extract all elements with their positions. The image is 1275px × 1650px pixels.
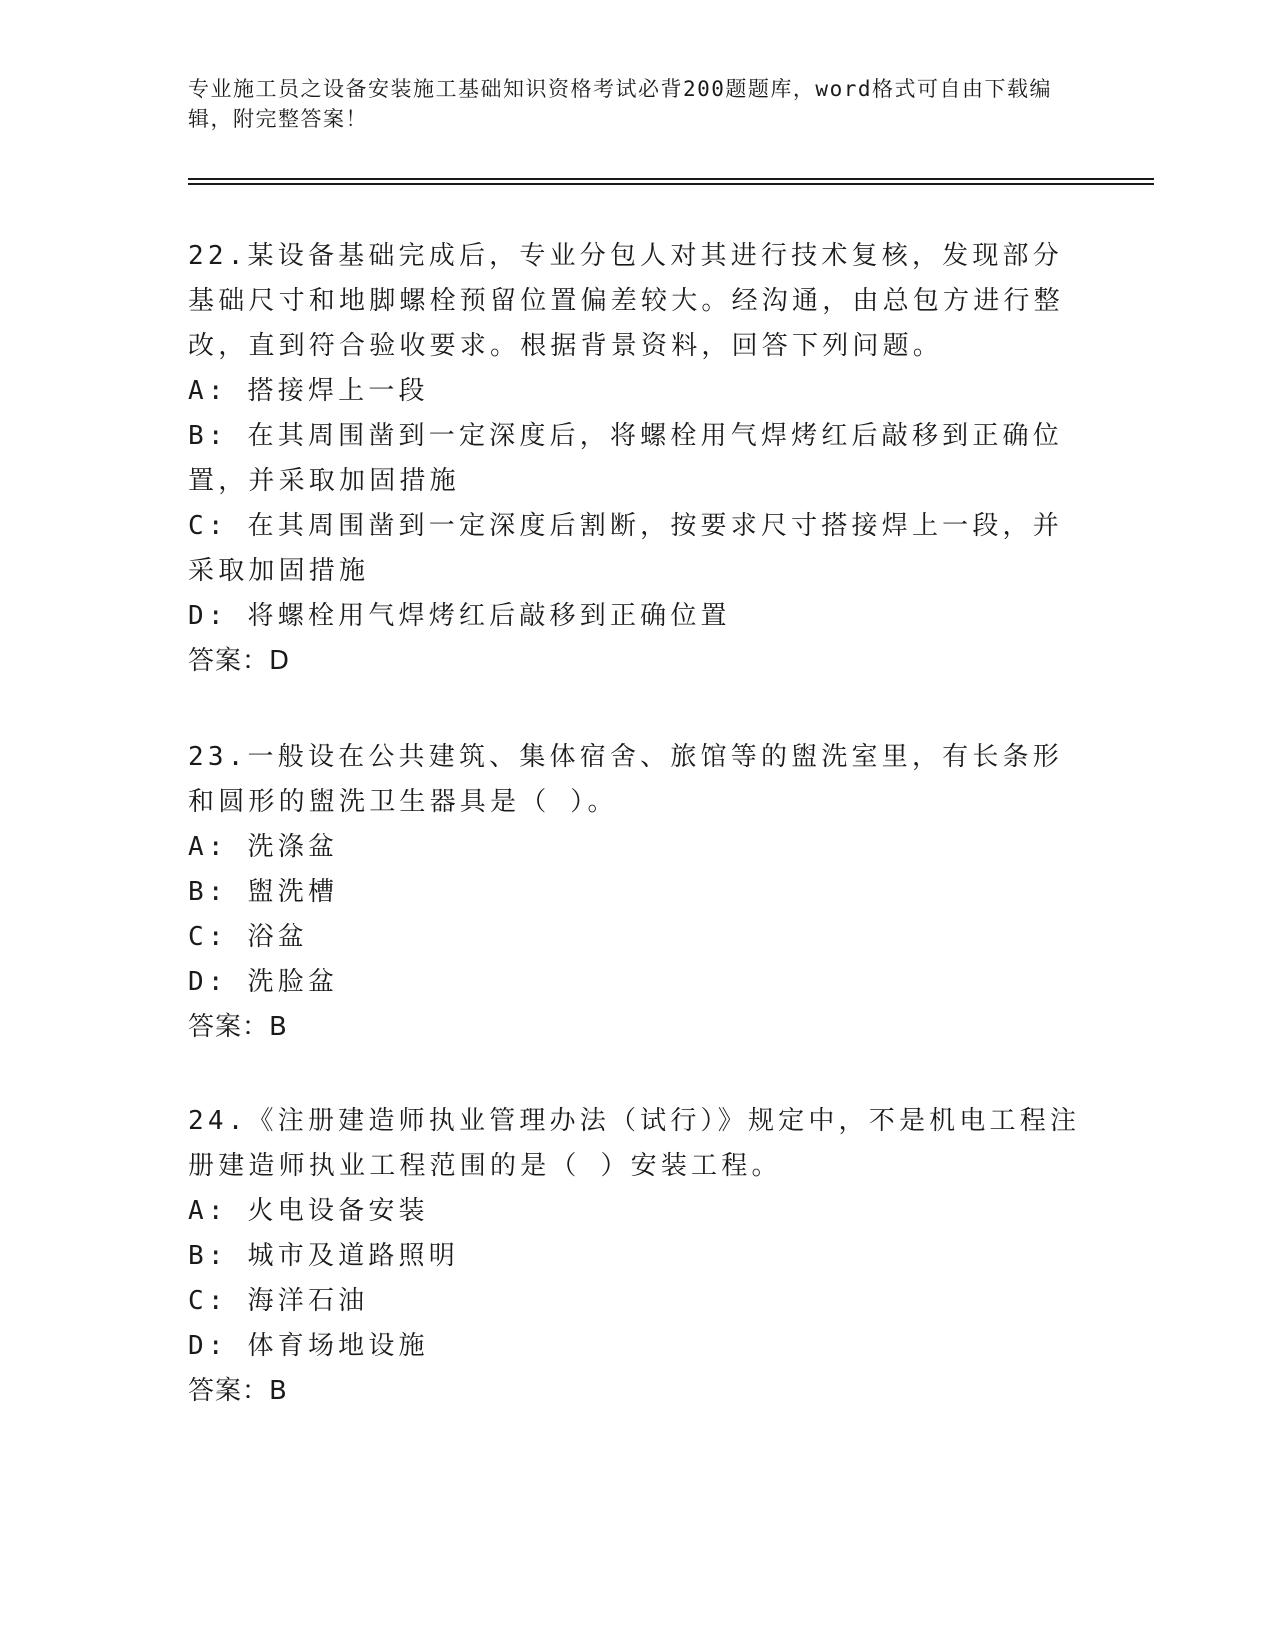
question-22 — [188, 234, 1088, 684]
option-b: B: 城市及道路照明 — [188, 1241, 459, 1271]
option-a: A: 搭接焊上一段 — [188, 376, 429, 406]
question-stem: 22.某设备基础完成后，专业分包人对其进行技术复核，发现部分基础尺寸和地脚螺栓预留位置偏差较大。经沟通，由总包方进行整改，直到符合验收要求。根据背景资料，回答下列问题。 — [188, 241, 1064, 361]
option-d: D: 将螺栓用气焊烤红后敲移到正确位置 — [188, 601, 731, 631]
question-23 — [188, 735, 1088, 1050]
option-c: C: 浴盆 — [188, 922, 308, 952]
answer: 答案：B — [188, 1376, 288, 1406]
question-stem: 24.《注册建造师执业管理办法（试行）》规定中，不是机电工程注册建造师执业工程范围的是（ ）安装工程。 — [188, 1106, 1081, 1181]
question-stem: 23.一般设在公共建筑、集体宿舍、旅馆等的盥洗室里，有长条形和圆形的盥洗卫生器具是（ ）。 — [188, 742, 1063, 817]
option-a: A: 火电设备安装 — [188, 1196, 429, 1226]
option-b: B: 在其周围凿到一定深度后，将螺栓用气焊烤红后敲移到正确位置，并采取加固措施 — [188, 421, 1063, 496]
question-24 — [188, 1099, 1088, 1414]
answer: 答案：D — [188, 646, 291, 676]
option-c: C: 海洋石油 — [188, 1286, 369, 1316]
header-divider-bottom — [188, 183, 1154, 185]
header-divider-top — [188, 178, 1154, 180]
option-d: D: 洗脸盆 — [188, 967, 339, 997]
option-a: A: 洗涤盆 — [188, 832, 339, 862]
option-d: D: 体育场地设施 — [188, 1331, 429, 1361]
document-header: 专业施工员之设备安装施工基础知识资格考试必背200题题库，word格式可自由下载编辑，附完整答案！ — [188, 77, 1052, 131]
option-b: B: 盥洗槽 — [188, 877, 339, 907]
answer: 答案：B — [188, 1012, 288, 1042]
option-c: C: 在其周围凿到一定深度后割断，按要求尺寸搭接焊上一段，并采取加固措施 — [188, 511, 1063, 586]
